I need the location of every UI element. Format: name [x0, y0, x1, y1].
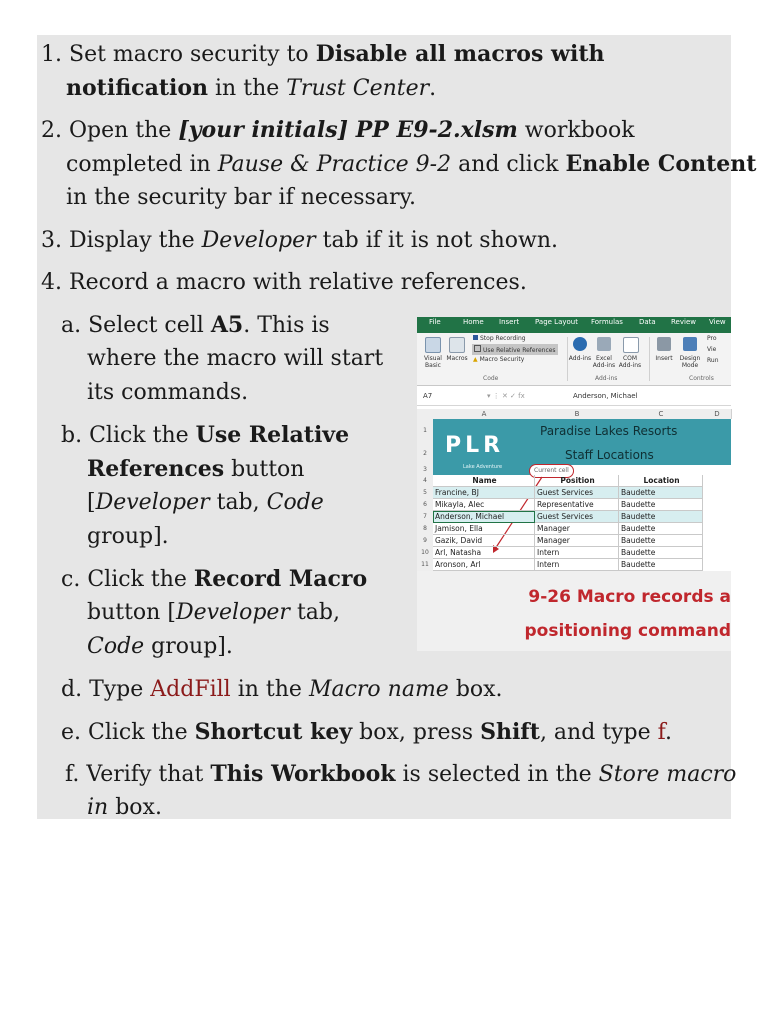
- cell-name[interactable]: Aronson, Arl: [433, 559, 535, 571]
- addins-button[interactable]: Add-ins: [568, 355, 592, 362]
- tab-insert[interactable]: Insert: [499, 318, 520, 326]
- cell-position[interactable]: Manager: [535, 523, 619, 535]
- substep-a-line-1: a. Select cell A5. This is: [61, 312, 330, 338]
- addins-group-label: Add-ins: [595, 375, 618, 382]
- column-header-a[interactable]: A: [433, 409, 536, 419]
- insert-control-icon: [657, 337, 671, 351]
- tab-page-layout[interactable]: Page Layout: [535, 318, 578, 326]
- cell-position[interactable]: Intern: [535, 559, 619, 571]
- cell-position[interactable]: Intern: [535, 547, 619, 559]
- warning-icon: ▲: [473, 356, 478, 363]
- step-1-line-2: notification in the Trust Center.: [66, 75, 437, 101]
- tab-home[interactable]: Home: [463, 318, 484, 326]
- substep-f-line-2: in box.: [87, 795, 162, 820]
- figure-caption-line-1: 9-26 Macro records a: [528, 587, 731, 607]
- sheet-subtitle: Staff Locations: [565, 448, 654, 462]
- stop-recording-button[interactable]: Stop Recording: [473, 335, 526, 342]
- figure-caption-line-2: positioning command: [524, 621, 731, 641]
- figure-excel-screenshot: [417, 317, 731, 651]
- current-cell-callout: Current cell: [529, 464, 574, 478]
- row-number[interactable]: 7: [417, 511, 433, 524]
- substep-c-line-1: c. Click the Record Macro: [61, 566, 368, 592]
- step-2-line-2: completed in Pause & Practice 9-2 and click Enable Content: [66, 151, 757, 177]
- cell-position[interactable]: Representative: [535, 499, 619, 511]
- excel-addins-button[interactable]: Excel Add-ins: [592, 355, 616, 369]
- row-number[interactable]: 5: [417, 487, 433, 500]
- view-code-button[interactable]: Vie: [707, 346, 717, 353]
- cell-name[interactable]: Jamison, Ella: [433, 523, 535, 535]
- row-number[interactable]: 4: [417, 475, 433, 488]
- substep-a-line-3: its commands.: [87, 380, 249, 405]
- substep-b-line-4: group].: [87, 524, 169, 549]
- substep-e: e. Click the Shortcut key box, press Shift, and type f.: [61, 719, 673, 745]
- macro-security-button[interactable]: ▲ Macro Security: [473, 356, 525, 363]
- insert-control-button[interactable]: Insert: [655, 355, 673, 362]
- macros-button[interactable]: Macros: [446, 355, 468, 362]
- plr-logo: PLR Lake Adventure: [433, 419, 535, 475]
- cell-location[interactable]: Baudette: [619, 499, 703, 511]
- substep-b-line-2: References button: [87, 456, 305, 482]
- step-2-line-1: 2. Open the [your initials] PP E9-2.xlsm workbook: [41, 117, 635, 143]
- substep-d: d. Type AddFill in the Macro name box.: [61, 677, 503, 702]
- row-number[interactable]: 10: [417, 547, 433, 560]
- cell-position[interactable]: Guest Services: [535, 487, 619, 499]
- row-number[interactable]: 9: [417, 535, 433, 548]
- macros-icon: [449, 337, 465, 353]
- cell-name[interactable]: Gazik, David: [433, 535, 535, 547]
- substep-c-line-2: button [Developer tab,: [87, 600, 340, 625]
- name-box[interactable]: A7: [423, 392, 433, 400]
- run-dialog-button[interactable]: Run: [707, 357, 719, 364]
- properties-button[interactable]: Pro: [707, 335, 717, 342]
- excel-addins-icon: [597, 337, 611, 351]
- cell-location[interactable]: Baudette: [619, 511, 703, 523]
- title-band-2: [535, 443, 731, 465]
- cell-position[interactable]: Guest Services: [535, 511, 619, 523]
- tab-view[interactable]: View: [709, 318, 726, 326]
- visual-basic-icon: [425, 337, 441, 353]
- header-cell-location[interactable]: Location: [619, 475, 703, 487]
- formula-bar: [417, 389, 731, 406]
- com-addins-icon: [623, 337, 639, 353]
- tab-formulas[interactable]: Formulas: [591, 318, 623, 326]
- cell-location[interactable]: Baudette: [619, 487, 703, 499]
- row-number[interactable]: 3: [417, 465, 433, 476]
- step-3: 3. Display the Developer tab if it is not shown.: [41, 228, 559, 253]
- step-2-line-3: in the security bar if necessary.: [66, 185, 416, 210]
- instruction-panel: [37, 35, 757, 820]
- substep-c-line-3: Code group].: [87, 634, 233, 659]
- row-number[interactable]: 6: [417, 499, 433, 512]
- header-cell-position[interactable]: Position: [535, 475, 619, 487]
- row-number[interactable]: 8: [417, 523, 433, 536]
- cell-name[interactable]: Mikayla, Alec: [433, 499, 535, 511]
- visual-basic-button[interactable]: Visual Basic: [424, 355, 442, 369]
- row-number[interactable]: 11: [417, 559, 433, 572]
- column-header-c[interactable]: C: [619, 409, 704, 419]
- relative-icon: [474, 345, 481, 352]
- design-mode-button[interactable]: Design Mode: [679, 355, 701, 369]
- cell-position[interactable]: Manager: [535, 535, 619, 547]
- formula-controls-icon: ▾ ⋮ ✕ ✓ fx: [487, 392, 525, 400]
- cell-location[interactable]: Baudette: [619, 523, 703, 535]
- controls-group-label: Controls: [689, 375, 714, 382]
- cell-location[interactable]: Baudette: [619, 559, 703, 571]
- column-header-b[interactable]: B: [535, 409, 620, 419]
- cell-location[interactable]: Baudette: [619, 535, 703, 547]
- active-cell-name[interactable]: Anderson, Michael: [433, 511, 535, 523]
- code-group-label: Code: [483, 375, 499, 382]
- substep-f-line-1: f. Verify that This Workbook is selected in the Store macro: [65, 761, 737, 787]
- tab-review[interactable]: Review: [671, 318, 696, 326]
- substep-b-line-1: b. Click the Use Relative: [61, 422, 350, 448]
- column-header-d[interactable]: D: [703, 409, 732, 419]
- cell-name[interactable]: Francine, BJ: [433, 487, 535, 499]
- cell-location[interactable]: Baudette: [619, 547, 703, 559]
- substep-b-line-3: [Developer tab, Code: [87, 490, 324, 515]
- stop-icon: [473, 335, 478, 340]
- step-4: 4. Record a macro with relative references.: [41, 270, 527, 295]
- ribbon-tab-bar: [417, 317, 731, 333]
- design-mode-icon: [683, 337, 697, 351]
- header-cell-name[interactable]: Name: [433, 475, 535, 487]
- step-1-line-1: 1. Set macro security to Disable all macros with: [41, 41, 605, 67]
- select-all-corner[interactable]: [417, 409, 434, 419]
- sheet-title: Paradise Lakes Resorts: [540, 424, 678, 438]
- row-number[interactable]: 1: [417, 419, 433, 444]
- tab-data[interactable]: Data: [639, 318, 656, 326]
- com-addins-button[interactable]: COM Add-ins: [618, 355, 642, 369]
- title-band-1: [535, 419, 731, 443]
- addins-icon: [573, 337, 587, 351]
- ribbon-developer: [417, 333, 731, 386]
- substep-a-line-2: where the macro will start: [87, 346, 384, 371]
- tab-file[interactable]: File: [429, 318, 441, 326]
- use-relative-references-button[interactable]: Use Relative References: [472, 344, 558, 355]
- row-number[interactable]: 2: [417, 443, 433, 466]
- formula-input[interactable]: Anderson, Michael: [573, 392, 638, 400]
- cell-name[interactable]: Arl, Natasha: [433, 547, 535, 559]
- ribbon-separator: [649, 337, 650, 381]
